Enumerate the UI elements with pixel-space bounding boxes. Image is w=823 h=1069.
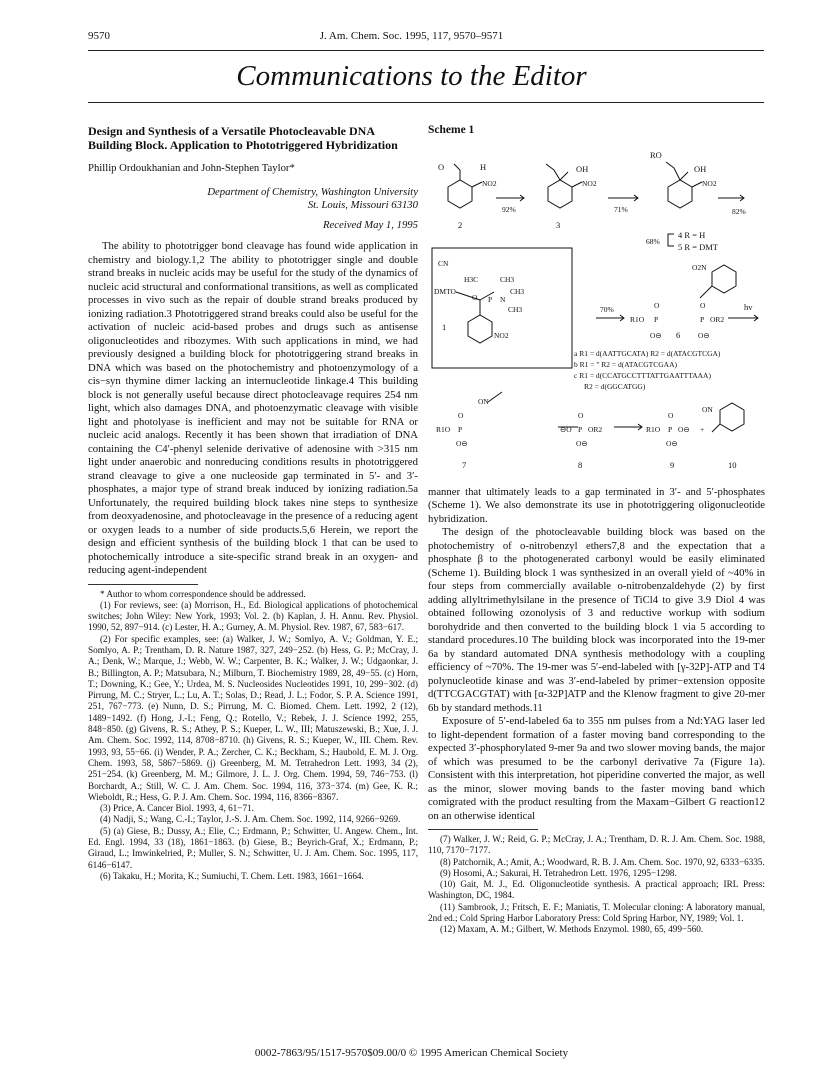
svg-text:O⊖: O⊖ — [576, 438, 588, 448]
compound-label: 10 — [728, 459, 737, 470]
svg-text:O⊖: O⊖ — [698, 330, 710, 340]
svg-text:O⊖: O⊖ — [666, 438, 678, 448]
page-number: 9570 — [88, 30, 110, 42]
svg-text:R1O: R1O — [436, 424, 451, 434]
svg-text:OH: OH — [576, 163, 589, 174]
svg-text:P: P — [578, 424, 583, 434]
svg-text:O: O — [654, 300, 660, 310]
svg-text:CH3: CH3 — [508, 304, 523, 314]
compound-label: 1 — [442, 321, 447, 332]
footnote: (2) For specific examples, see: (a) Walker, J. W.; Somlyo, A. V.; Goldman, Y. E.; Somlyo, A. P.; Trentham, D. R. Nature 1987, 327, 249−252. (b) Hess, G. P.; McCray, J. A.; Denk, W.; Marque, J.; Webb, W. W.; Carpenter, B. K.; Walker, J. W.; Udgaonkar, J. B.; Billington, A. P.; Matsubara, N.; Milburn, T. Biochemistry 1989, 28, 49−55. (c) Horn, T.; Downing, K.; Gee, Y.; Urdea, M. S. Nucleosides Nucleotides 1991, 10, 299−302. (d) Pirrung, M. C.; Stryer, L.; Lu, A. T.; Solas, D.; Read, J. L.; Fodor, S. P. A. Science 1991, 251, 767−773. (e) Nunn, D. S.; Pirrung, M. C. Biomed. Chem. Lett. 1992, 2 (12), 1489−1492. (f) Hong, J.-I.; Feng, Q.; Rotello, V.; Rebek, J. J. Science 1992, 255, 848−850. (g) Givens, R. S.; Athey, P. S.; Kueper, L. W., III; Matuszewski, B.; Xue, J. J. Am. Chem. Soc. 1992, 114, 8708−8710. (h) Givens, R. S.; Kueper, W., III. Chem. Rev. 1993, 93, 55−66. (i) Wender, P. A.; Zercher, C. K.; Beckham, S.; Haubold, E. M. J. Org. Chem. 1993, 58, 5867−5869. (j) Greenberg, M. M. Tetrahedron Lett. 1993, 34 (2), 251−254. (k) Greenberg, M. M.; Gilmore, J. L. J. Org. Chem. 1994, 59, 746−753. (l) Borchardt, A.; Still, W. C. J. Am. Chem. Soc. 1994, 116, 373−374. (m) Gee, K. R.; Wieboldt, R.; Hess, G. P. J. Am. Chem. Soc. 1994, 116, 8366−8367. — [88, 633, 418, 802]
svg-text:H3C: H3C — [464, 274, 479, 284]
compound-label: 4 R = H — [678, 229, 706, 240]
footnote-rule — [428, 829, 538, 830]
right-body — [428, 486, 765, 824]
hv-label: hv — [744, 301, 753, 312]
svg-text:O⊖: O⊖ — [456, 438, 468, 448]
footnote: (7) Walker, J. W.; Reid, G. P.; McCray, J. A.; Trentham, D. R. J. Am. Chem. Soc. 1988, 110, 7170−7177. — [428, 834, 765, 856]
page-footer: 0002-7863/95/1517-9570$09.00/0 © 1995 American Chemical Society — [254, 1047, 569, 1059]
yield-label: 71% — [614, 204, 628, 214]
svg-text:R1O: R1O — [630, 314, 645, 324]
section-title: Communications to the Editor — [236, 60, 587, 92]
benzene-ring-10 — [720, 403, 744, 431]
svg-text:OR2: OR2 — [710, 314, 725, 324]
benzene-ring-2 — [448, 180, 472, 208]
compound-label: 8 — [578, 459, 583, 470]
scheme-title: Scheme 1 — [428, 124, 475, 136]
svg-text:O: O — [458, 410, 464, 420]
svg-text:DMTO: DMTO — [434, 286, 456, 296]
sequence-b: b R1 = " R2 = d(ATACGTCGAA) — [574, 359, 678, 369]
svg-text:OR2: OR2 — [588, 424, 603, 434]
body-paragraph: The ability to phototrigger bond cleavage has found wide application in chemistry and biology.1,2 The ability to phototrigger single and double strand breaks in nucleic acids may be useful for the study of the dynamics of nucleic acid structural and conformational transitions, as well as complicated processes in vivo such as the repair of double strand breaks produced by ionizing radiation.3 Phototriggered strand breaks could also be useful for the activation of nucleic acid-based probes and drugs such as antisense oligonucleotides and ribozymes. With such applications in mind, we had previously designed a building block for phototriggering strand breaks in DNA which was based on the photochemistry and photoenzymology of a cis−syn thymine dimer lacking an internucleotide linkage.4 This building block is not generally useful because direct photocleavage requires 254 nm light, which also damages DNA, and photoenzymatic cleavage with visible light and photolyase is inefficient and may not be suitable for RNA or nucleic acid analogs. Recently it has been shown that irradiation of DNA containing the C4′-phenyl selenide derivative of adenosine with >315 nm light under anaerobic and nonreducing conditions results in phototriggered strand cleavage to give a one nucleoside gap terminated in 5′- and 3′-phosphates, a major type of strand break induced by ionizing radiation.5a Unfortunately, the required building block takes nine steps to synthesize from deoxyadenosine, and photocleavage in the presence of a reducing agent or oxygen leads to a number of side products.5,6 Herein, we report the design and efficient synthesis of the building block 1 that can be used to photochemically introduce a site-specific strand break in an oxygen- and reducing agent-independent — [88, 240, 418, 576]
footnote: (6) Takaku, H.; Morita, K.; Sumiuchi, T. Chem. Lett. 1983, 1661−1664. — [100, 870, 364, 881]
svg-text:P: P — [668, 424, 673, 434]
svg-text:O2N: O2N — [692, 262, 707, 272]
svg-text:+: + — [700, 424, 705, 434]
footnotes — [88, 589, 418, 883]
svg-text:CN: CN — [438, 258, 449, 268]
compound-label: 6 — [676, 329, 681, 340]
footnote-rule — [88, 584, 198, 585]
footnote: (10) Gait, M. J., Ed. Oligonucleotide synthesis. A practical approach; IRL Press: Washington, DC, 1984. — [428, 879, 765, 901]
compound-label: 2 — [458, 219, 463, 230]
right-column — [428, 124, 765, 936]
svg-text:O: O — [472, 292, 478, 302]
received-date: Received May 1, 1995 — [323, 218, 418, 231]
benzene-ring-4 — [668, 180, 692, 208]
footnotes — [428, 834, 765, 936]
svg-text:NO2: NO2 — [494, 330, 509, 340]
footnote: (8) Patchornik, A.; Amit, A.; Woodward, R. B. J. Am. Chem. Soc. 1970, 92, 6333−6335. — [440, 856, 765, 867]
compound-label: 5 R = DMT — [678, 241, 718, 252]
scheme-box-1 — [432, 248, 572, 368]
footnote: (3) Price, A. Cancer Biol. 1993, 4, 61−71. — [100, 803, 254, 814]
scheme-drawing — [428, 142, 765, 472]
sequence-a: a R1 = d(AATTGCATA) R2 = d(ATACGTCGA) — [574, 348, 721, 358]
svg-text:NO2: NO2 — [582, 178, 597, 188]
header-rule — [88, 50, 764, 51]
svg-text:P: P — [458, 424, 463, 434]
benzene-ring-1 — [468, 315, 492, 343]
svg-text:CH3: CH3 — [500, 274, 515, 284]
affiliation-line-2: St. Louis, Missouri 63130 — [307, 199, 418, 211]
svg-text:R1O: R1O — [646, 424, 661, 434]
yield-label: 70% — [600, 304, 614, 314]
footnote: (9) Hosomi, A.; Sakurai, H. Tetrahedron Lett. 1976, 1295−1298. — [440, 867, 677, 878]
footnote: (4) Nadji, S.; Wang, C.-I.; Taylor, J.-S. J. Am. Chem. Soc. 1992, 114, 9266−9269. — [100, 814, 401, 825]
svg-text:NO2: NO2 — [482, 178, 497, 188]
compound-label: 9 — [670, 459, 675, 470]
article-title: Design and Synthesis of a Versatile Photocleavable DNA Building Block. Application to Phototriggered Hybridization — [88, 124, 398, 152]
journal-citation: J. Am. Chem. Soc. 1995, 117, 9570–9571 — [319, 30, 504, 42]
svg-text:P: P — [654, 314, 659, 324]
svg-text:O⊖: O⊖ — [678, 424, 690, 434]
svg-text:ON: ON — [478, 396, 489, 406]
reaction-scheme — [428, 142, 765, 472]
svg-text:CH3: CH3 — [510, 286, 525, 296]
compound-label: 7 — [462, 459, 467, 470]
benzene-ring-3 — [548, 180, 572, 208]
svg-text:NO2: NO2 — [702, 178, 717, 188]
footnote: (12) Maxam, A. M.; Gilbert, W. Methods Enzymol. 1980, 65, 499−560. — [440, 924, 704, 935]
compound-label: 3 — [556, 219, 561, 230]
footnote: (11) Sambrook, J.; Fritsch, E. F.; Maniatis, T. Molecular cloning: A laboratory manual, 2nd ed.; Cold Spring Harbor Laboratory Press: Cold Spring Harbor, NY, 1989; Vol. 1. — [428, 901, 765, 924]
svg-text:P: P — [700, 314, 705, 324]
svg-text:O: O — [668, 410, 674, 420]
svg-text:O: O — [700, 300, 706, 310]
body-paragraph: Exposure of 5′-end-labeled 6a to 355 nm pulses from a Nd:YAG laser led to light-dependent formation of a faster moving band corresponding to the expected 3′-phosphorylated 9-mer 9a and two slower moving bands, the major of which was presumed to be the carbonyl derivative 7a (Figure 1a). Consistent with this interpretation, hot piperidine converted the major, as well as the minor, slower moving bands to the faster moving band which comigrated with the product resulting from the Maxam−Gilbert G reaction12 on an otherwise identical — [428, 715, 765, 822]
sequence-c1: c R1 = d(CCATGCCTTTATTGAATTTAAA) — [574, 370, 711, 380]
footnote: (5) (a) Giese, B.; Dussy, A.; Elie, C.; Erdmann, P.; Schwitter, U. Angew. Chem., Int. Ed. Engl. 1994, 33 (18), 1861−1863. (b) Giese, B.; Beyrich-Graf, X.; Erdmann, P.; Giraud, L.; Imwinkelried, P.; Muller, S. N.; Schwitter, U. J. Am. Chem. Soc. 1995, 117, 6146−6147. — [88, 825, 418, 870]
left-column — [88, 124, 418, 882]
svg-text:ON: ON — [702, 404, 713, 414]
yield-label: 92% — [502, 204, 516, 214]
svg-text:OH: OH — [694, 163, 707, 174]
svg-text:H: H — [480, 161, 487, 172]
benzene-ring-6 — [712, 265, 736, 293]
svg-text:P: P — [488, 294, 493, 304]
body-paragraph: manner that ultimately leads to a gap terminated in 3′- and 5′-phosphates (Scheme 1). We also demonstrate its use in phototriggering oligonucleotide hybridization. — [428, 485, 765, 525]
svg-text:O: O — [438, 161, 445, 172]
body-paragraph: The design of the photocleavable building block was based on the photochemistry of o-nitrobenzyl ethers7,8 and the expectation that a phosphate β to the photogenerated carbonyl would be easily eliminated (Scheme 1). Building block 1 was synthesized in an overall yield of ~40% in four steps from commercially available o-nitrobenzaldehyde (2) by first adding allyltrimethylsilane in the presence of TiCl4 to give 3.9 Diol 4 was obtained following ozonolysis of 3 and reductive workup with sodium borohydride and then converted to the building block 1 via 5 according to standard procedures.10 The building block was incorporated into the 19-mer 6a by standard automated DNA synthesis methodology with a coupling efficiency of ~70%. The 19-mer was 5′-end-labeled with [γ-32P]-ATP and T4 polynucleotide kinase and was 3′-end-labeled by primer−extension opposite d(TTCGACGTAT) with [α-32P]ATP and the Klenow fragment to give 20-mer 6b by standard methods.11 — [428, 526, 765, 714]
svg-text:N: N — [500, 294, 506, 304]
footnote: * Author to whom correspondence should be addressed. — [100, 588, 306, 599]
svg-text:O⊖: O⊖ — [650, 330, 662, 340]
yield-label: 82% — [732, 206, 746, 216]
affiliation-line-1: Department of Chemistry, Washington University — [207, 185, 418, 198]
svg-text:⊖O: ⊖O — [560, 424, 572, 434]
svg-text:O: O — [578, 410, 584, 420]
sequence-c2: R2 = d(GGCATGG) — [584, 381, 646, 391]
authors: Phillip Ordoukhanian and John-Stephen Taylor* — [88, 162, 295, 174]
footnote: (1) For reviews, see: (a) Morrison, H., Ed. Biological applications of photochemical switches; John Wiley: New York, 1993; Vol. 2. (b) Kaplan, J. H. Annu. Rev. Physiol. 1990, 52, 897−914. (c) Lester, H. A.; Gurney, A. M. Physiol. Rev. 1987, 67, 583−617. — [88, 599, 418, 633]
section-rule — [88, 102, 764, 103]
svg-text:RO: RO — [650, 149, 662, 160]
yield-label: 68% — [646, 236, 660, 246]
